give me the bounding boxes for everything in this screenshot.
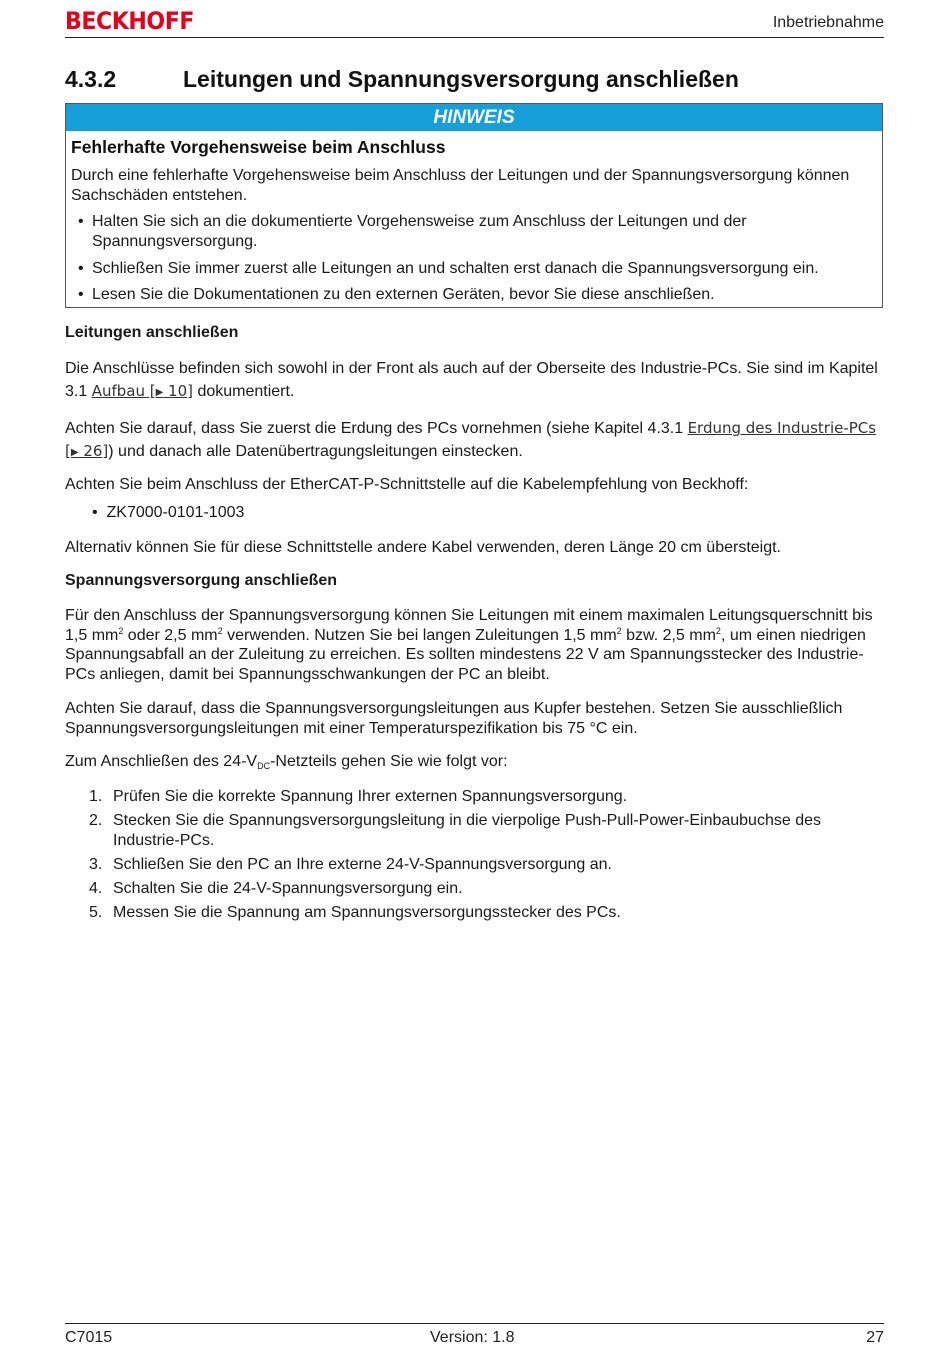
cables-paragraph-4: Alternativ können Sie für diese Schnittstelle andere Kabel verwenden, deren Länge 20 cm übersteigt. [65,539,781,556]
erdung-link[interactable]: Erdung des Industrie-PCs [▶ 26] [65,419,877,460]
notice-bullet: • Schließen Sie immer zuerst alle Leitungen an und schalten erst danach die Spannungsversorgung ein. [78,260,819,277]
step-item: 2. Stecken Sie die Spannungsversorgungsleitung in die vierpolige Push-Pull-Power-Einbaubuchse des Industrie-PCs. [89,812,821,849]
bullet-icon: • [78,213,84,230]
footer-model: C7015 [65,1329,113,1346]
step-item: 3. Schließen Sie den PC an Ihre externe 24-V-Spannungsversorgung an. [89,856,612,873]
notice-title: Fehlerhafte Vorgehensweise beim Anschluss [71,137,446,157]
footer-version: Version: 1.8 [430,1329,515,1346]
section-heading [65,66,739,93]
cables-paragraph-3: Achten Sie beim Anschluss der EtherCAT-P-Schnittstelle auf die Kabelempfehlung von Beckhoff: [65,476,749,493]
cables-paragraph-1: Die Anschlüsse befinden sich sowohl in der Front als auch auf der Oberseite des Industrie-PCs. Sie sind im Kapitel 3.1 Aufbau [▶ 10] dokumentiert. [65,360,878,400]
power-paragraph-2: Achten Sie darauf, dass die Spannungsversorgungsleitungen aus Kupfer bestehen. Setzen Sie ausschließlich Spannungsversorgungsleitungen mit einer Temperaturspezifikation bis 75 °C ein. [65,700,843,737]
page-arrow-icon: ▶ [155,387,164,398]
bullet-icon: • [78,286,84,303]
notice-label: HINWEIS [66,104,882,131]
step-item: 5. Messen Sie die Spannung am Spannungsversorgungsstecker des PCs. [89,904,621,921]
notice-bullet: • Halten Sie sich an die dokumentierte Vorgehensweise zum Anschluss der Leitungen und der Spannungsversorgung. [78,213,747,250]
step-item: 4. Schalten Sie die 24-V-Spannungsversorgung ein. [89,880,463,897]
page-arrow-icon: ▶ [70,447,79,458]
chapter-title: Inbetriebnahme [772,14,884,31]
footer-divider [65,1323,884,1324]
aufbau-link[interactable]: Aufbau [▶ 10] [91,382,193,400]
power-paragraph-3: Zum Anschließen des $24-V_{DC}$-Netzteils gehen Sie wie folgt vor: [65,753,508,771]
step-item: 1. Prüfen Sie die korrekte Spannung Ihrer externen Spannungsversorgung. [89,788,628,805]
bullet-icon: • [78,260,84,277]
bullet-icon: • [92,504,98,521]
notice-bullet: • Lesen Sie die Dokumentationen zu den externen Geräten, bevor Sie diese anschließen. [78,286,715,303]
notice-box [65,103,883,308]
power-heading: Spannungsversorgung anschließen [65,572,338,589]
brand-logo: BECKHOFF [65,7,194,35]
footer-page-number: 27 [866,1329,884,1346]
cable-item: • ZK7000-0101-1003 [92,504,245,521]
section-title: Leitungen und Spannungsversorgung anschließen [183,66,739,92]
cables-heading: Leitungen anschließen [65,324,239,341]
cables-paragraph-2: Achten Sie darauf, dass Sie zuerst die Erdung des PCs vornehmen (siehe Kapitel 4.3.1 Erdung des Industrie-PCs [▶ 26]) und danach alle Datenübertragungsleitungen einstecken. [65,419,877,460]
notice-text: Durch eine fehlerhafte Vorgehensweise beim Anschluss der Leitungen und der Spannungsversorgung können Sachschäden entstehen. [71,167,850,204]
section-number: 4.3.2 [65,66,117,92]
header-divider [65,37,884,38]
power-paragraph-1: Für den Anschluss der Spannungsversorgung können Sie Leitungen mit einem maximalen Leitungsquerschnitt bis 1,5 $mm^2$ oder 2,5 $mm^2$ verwenden. Nutzen Sie bei langen Zuleitungen 1,5 $mm^2$ bzw. 2,5 $mm^2$, um einen niedrigen Spannungsabfall an der Zuleitung zu erreichen. Es sollten mindestens 22 V am Spannungsstecker des Industrie-PCs anliegen, damit bei Spannungsschwankungen der PC an bleibt. [65,607,873,683]
